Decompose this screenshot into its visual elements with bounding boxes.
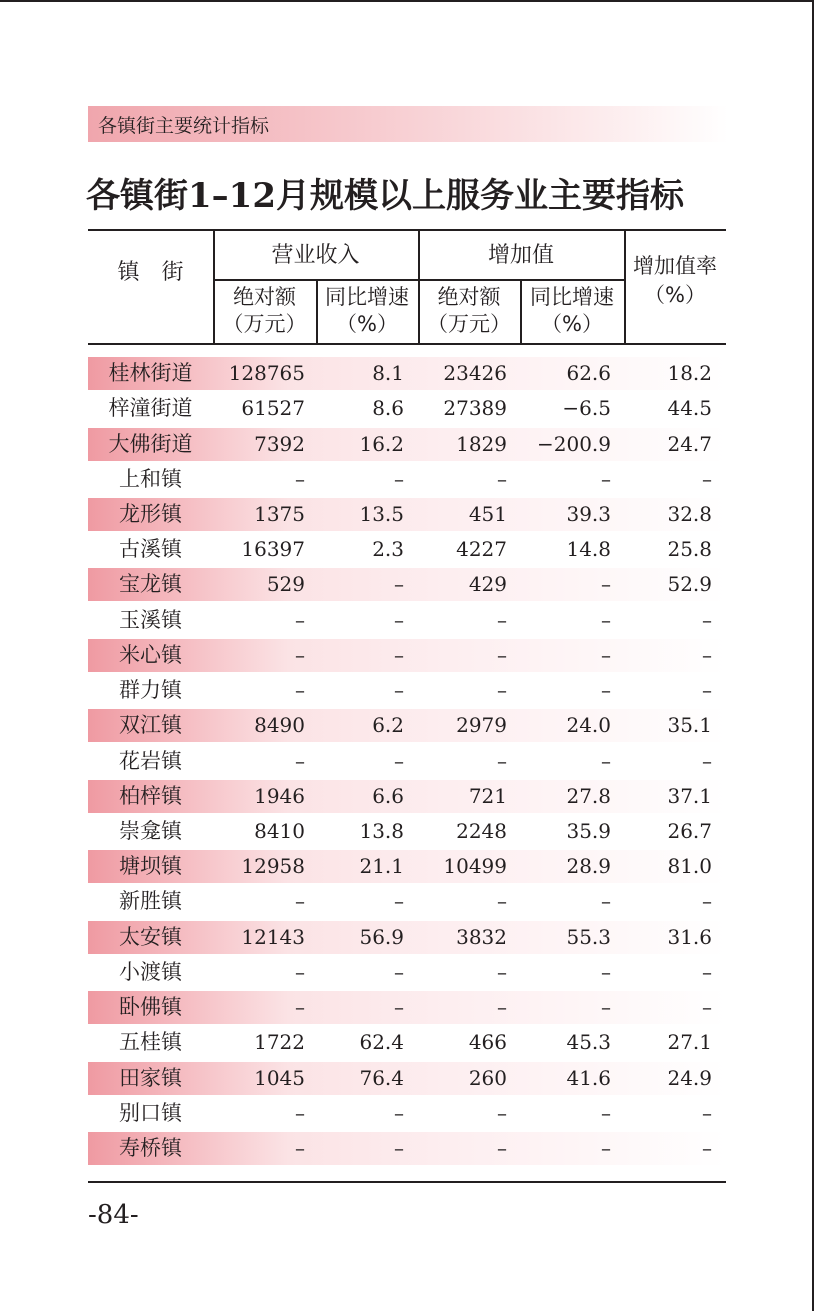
va-abs: – [497, 960, 507, 984]
va-rate: 35.1 [667, 713, 712, 737]
revenue-growth: – [394, 572, 404, 596]
table-row [88, 744, 726, 779]
table-row [88, 497, 726, 532]
va-rate: 25.8 [667, 537, 712, 561]
va-rate: 26.7 [667, 819, 712, 843]
table-row [88, 955, 726, 990]
va-growth: −200.9 [536, 432, 611, 456]
va-abs: 4227 [456, 537, 507, 561]
va-growth: 28.9 [566, 854, 611, 878]
town-name: 花岩镇 [119, 749, 182, 773]
revenue-abs: – [295, 1136, 305, 1160]
header-revenue: 营业收入 [271, 243, 360, 268]
va-abs: – [497, 889, 507, 913]
header-va-abs: 绝对额 [437, 285, 501, 309]
header-va-growth: 同比增速 [530, 285, 614, 309]
va-growth: – [601, 749, 611, 773]
va-rate: 32.8 [667, 502, 712, 526]
revenue-growth: – [394, 608, 404, 632]
va-rate: 24.9 [667, 1066, 712, 1090]
town-name: 桂林街道 [108, 361, 193, 385]
va-growth: – [601, 995, 611, 1019]
town-name: 群力镇 [119, 678, 182, 702]
town-name: 别口镇 [119, 1101, 182, 1125]
va-growth: – [601, 960, 611, 984]
revenue-growth: – [394, 643, 404, 667]
table-row [88, 603, 726, 638]
table-row [88, 532, 726, 567]
va-abs: – [497, 749, 507, 773]
va-growth: −6.5 [562, 396, 611, 420]
revenue-abs: – [295, 643, 305, 667]
table-row [88, 849, 726, 884]
revenue-growth: 56.9 [359, 925, 404, 949]
va-rate: – [702, 467, 712, 491]
table-row [88, 1025, 726, 1060]
revenue-abs: – [295, 995, 305, 1019]
town-name: 大佛街道 [108, 432, 193, 456]
revenue-growth: 8.1 [372, 361, 404, 385]
revenue-growth: – [394, 749, 404, 773]
revenue-abs: – [295, 608, 305, 632]
va-growth: 39.3 [566, 502, 611, 526]
town-name: 崇龛镇 [119, 819, 182, 843]
va-rate: – [702, 1101, 712, 1125]
revenue-abs: 529 [266, 572, 305, 596]
va-rate: – [702, 749, 712, 773]
va-growth: 62.6 [566, 361, 611, 385]
revenue-abs: 7392 [254, 432, 305, 456]
town-name: 梓潼街道 [108, 396, 193, 420]
header-revenue-abs-unit: （万元） [222, 312, 307, 336]
va-rate: – [702, 889, 712, 913]
va-abs: – [497, 467, 507, 491]
va-abs: 23426 [443, 361, 507, 385]
revenue-abs: 8410 [254, 819, 305, 843]
va-rate: – [702, 1136, 712, 1160]
table-row [88, 427, 726, 462]
va-growth: 45.3 [566, 1030, 611, 1054]
revenue-growth: – [394, 1136, 404, 1160]
table-row [88, 638, 726, 673]
va-growth: – [601, 643, 611, 667]
revenue-growth: – [394, 960, 404, 984]
town-name: 上和镇 [119, 467, 182, 491]
revenue-abs: – [295, 467, 305, 491]
town-name: 古溪镇 [119, 537, 182, 561]
revenue-growth: 21.1 [359, 854, 404, 878]
header-town: 镇 街 [117, 260, 184, 285]
table-row [88, 1131, 726, 1166]
va-rate: 44.5 [667, 396, 712, 420]
table-bottom-rule [88, 1181, 726, 1183]
va-abs: 2979 [456, 713, 507, 737]
header-revenue-growth: 同比增速 [325, 285, 409, 309]
va-rate: – [702, 643, 712, 667]
town-name: 玉溪镇 [119, 608, 182, 632]
revenue-growth: 13.8 [359, 819, 404, 843]
town-name: 田家镇 [119, 1066, 182, 1090]
table-row [88, 567, 726, 602]
va-abs: 2248 [456, 819, 507, 843]
va-abs: 260 [468, 1066, 507, 1090]
table-row [88, 1061, 726, 1096]
va-growth: 14.8 [566, 537, 611, 561]
header-rate-unit: （%） [644, 283, 706, 307]
va-abs: 429 [468, 572, 507, 596]
revenue-abs: – [295, 749, 305, 773]
table-row [88, 920, 726, 955]
table-row [88, 708, 726, 743]
va-rate: 18.2 [667, 361, 712, 385]
header-value-added: 增加值 [487, 243, 554, 268]
revenue-growth: 6.2 [372, 713, 404, 737]
revenue-growth: – [394, 889, 404, 913]
revenue-growth: – [394, 995, 404, 1019]
header-va-abs-unit: （万元） [427, 312, 511, 336]
revenue-abs: 128765 [228, 361, 305, 385]
va-rate: 27.1 [667, 1030, 712, 1054]
town-name: 卧佛镇 [119, 995, 182, 1019]
va-growth: – [601, 467, 611, 491]
revenue-growth: – [394, 467, 404, 491]
va-growth: – [601, 889, 611, 913]
table-top-rule [88, 229, 726, 231]
revenue-growth: – [394, 1101, 404, 1125]
header-subrule [213, 279, 418, 281]
va-growth: 27.8 [566, 784, 611, 808]
town-name: 新胜镇 [119, 889, 182, 913]
town-name: 塘坝镇 [119, 854, 182, 878]
revenue-abs: 8490 [254, 713, 305, 737]
va-growth: 24.0 [566, 713, 611, 737]
town-name: 五桂镇 [119, 1030, 182, 1054]
va-abs: 3832 [456, 925, 507, 949]
va-rate: – [702, 678, 712, 702]
town-name: 米心镇 [119, 643, 182, 667]
table-row [88, 391, 726, 426]
va-growth: – [601, 608, 611, 632]
va-abs: 451 [468, 502, 507, 526]
header-revenue-abs: 绝对额 [233, 285, 296, 309]
table-row [88, 884, 726, 919]
va-abs: – [497, 678, 507, 702]
table-row [88, 990, 726, 1025]
revenue-growth: – [394, 678, 404, 702]
table-row [88, 462, 726, 497]
va-growth: – [601, 678, 611, 702]
revenue-growth: 6.6 [372, 784, 404, 808]
va-rate: – [702, 995, 712, 1019]
va-rate: 52.9 [667, 572, 712, 596]
va-abs: 466 [468, 1030, 507, 1054]
revenue-abs: – [295, 889, 305, 913]
table-row [88, 356, 726, 391]
town-name: 小渡镇 [119, 960, 182, 984]
revenue-abs: 1375 [254, 502, 305, 526]
revenue-growth: 8.6 [372, 396, 404, 420]
table-row [88, 779, 726, 814]
revenue-abs: 1946 [254, 784, 305, 808]
revenue-abs: 16397 [241, 537, 305, 561]
revenue-abs: – [295, 960, 305, 984]
va-abs: 10499 [443, 854, 507, 878]
va-abs: – [497, 1136, 507, 1160]
header-bottom-rule [88, 343, 726, 345]
town-name: 太安镇 [119, 925, 182, 949]
va-abs: 1829 [456, 432, 507, 456]
revenue-abs: 61527 [241, 396, 305, 420]
revenue-abs: 12958 [241, 854, 305, 878]
revenue-abs: – [295, 678, 305, 702]
va-rate: 24.7 [667, 432, 712, 456]
revenue-growth: 16.2 [359, 432, 404, 456]
town-name: 寿桥镇 [119, 1136, 182, 1160]
header-rate: 增加值率 [633, 254, 717, 278]
table-title: 各镇街1–12月规模以上服务业主要指标 [86, 176, 684, 216]
header-va-growth-unit: （%） [541, 312, 603, 336]
va-growth: – [601, 1136, 611, 1160]
page-number: -84- [88, 1200, 139, 1230]
va-rate: 81.0 [667, 854, 712, 878]
va-abs: – [497, 643, 507, 667]
header-revenue-growth-unit: （%） [336, 312, 398, 336]
revenue-abs: 1722 [254, 1030, 305, 1054]
va-growth: – [601, 1101, 611, 1125]
table-row [88, 1096, 726, 1131]
va-rate: 37.1 [667, 784, 712, 808]
section-label: 各镇街主要统计指标 [98, 115, 270, 137]
table-row [88, 814, 726, 849]
table-row [88, 673, 726, 708]
va-abs: – [497, 608, 507, 632]
revenue-abs: 12143 [241, 925, 305, 949]
va-rate: – [702, 608, 712, 632]
revenue-growth: 2.3 [372, 537, 404, 561]
revenue-abs: 1045 [254, 1066, 305, 1090]
town-name: 柏梓镇 [119, 784, 182, 808]
town-name: 宝龙镇 [119, 572, 182, 596]
town-name: 双江镇 [119, 713, 182, 737]
va-growth: 41.6 [566, 1066, 611, 1090]
revenue-abs: – [295, 1101, 305, 1125]
revenue-growth: 62.4 [359, 1030, 404, 1054]
va-abs: 721 [468, 784, 507, 808]
header-subrule [418, 279, 624, 281]
va-growth: – [601, 572, 611, 596]
va-rate: – [702, 960, 712, 984]
va-abs: – [497, 1101, 507, 1125]
revenue-growth: 76.4 [359, 1066, 404, 1090]
va-rate: 31.6 [667, 925, 712, 949]
va-abs: 27389 [443, 396, 507, 420]
va-abs: – [497, 995, 507, 1019]
town-name: 龙形镇 [119, 502, 182, 526]
revenue-growth: 13.5 [359, 502, 404, 526]
va-growth: 55.3 [566, 925, 611, 949]
va-growth: 35.9 [566, 819, 611, 843]
